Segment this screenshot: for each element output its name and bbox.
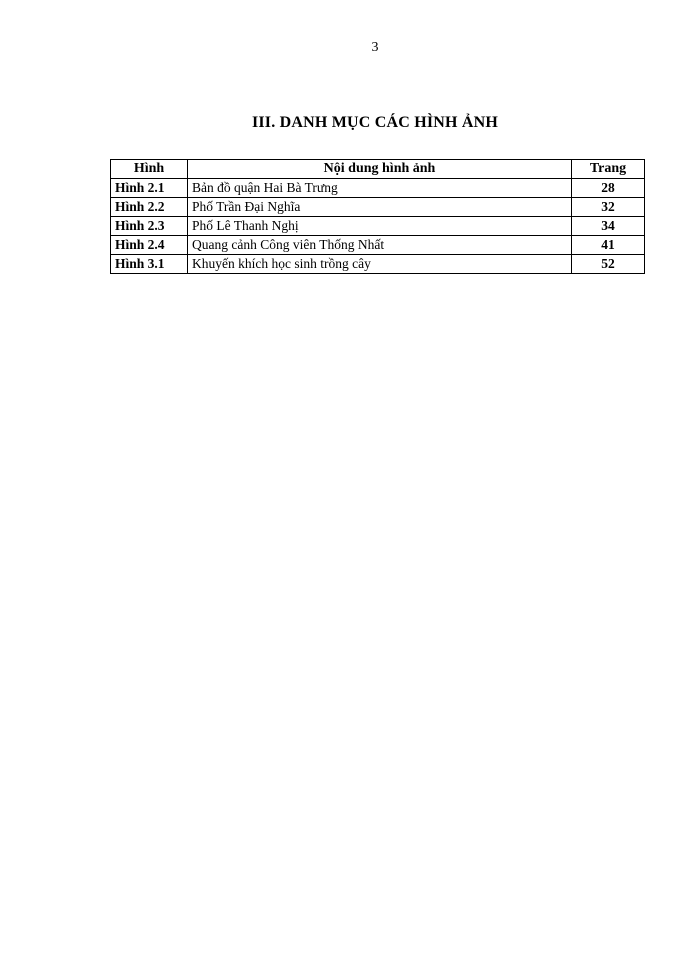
figure-page: 28 (572, 179, 645, 198)
table-row (111, 217, 645, 236)
table-row (111, 179, 645, 198)
page-number: 3 (371, 40, 379, 55)
header-content: Nội dung hình ảnh (188, 160, 572, 179)
figure-id: Hình 2.2 (111, 198, 188, 217)
figure-content: Khuyến khích học sinh trồng cây (188, 255, 572, 274)
table-row (111, 198, 645, 217)
section-title: III. DANH MỤC CÁC HÌNH ẢNH (251, 114, 499, 131)
table-row (111, 255, 645, 274)
figure-content: Quang cảnh Công viên Thống Nhất (188, 236, 572, 255)
figure-id: Hình 3.1 (111, 255, 188, 274)
figure-page: 41 (572, 236, 645, 255)
figure-page: 34 (572, 217, 645, 236)
figure-id: Hình 2.4 (111, 236, 188, 255)
figure-id: Hình 2.1 (111, 179, 188, 198)
table-header-row (111, 160, 645, 179)
figure-page: 32 (572, 198, 645, 217)
figure-list-table (110, 159, 645, 274)
header-page: Trang (572, 160, 645, 179)
figure-page: 52 (572, 255, 645, 274)
figure-content: Bản đồ quận Hai Bà Trưng (188, 179, 572, 198)
figure-content: Phố Lê Thanh Nghị (188, 217, 572, 236)
table-row (111, 236, 645, 255)
figure-content: Phố Trần Đại Nghĩa (188, 198, 572, 217)
figure-id: Hình 2.3 (111, 217, 188, 236)
header-figure: Hình (111, 160, 188, 179)
